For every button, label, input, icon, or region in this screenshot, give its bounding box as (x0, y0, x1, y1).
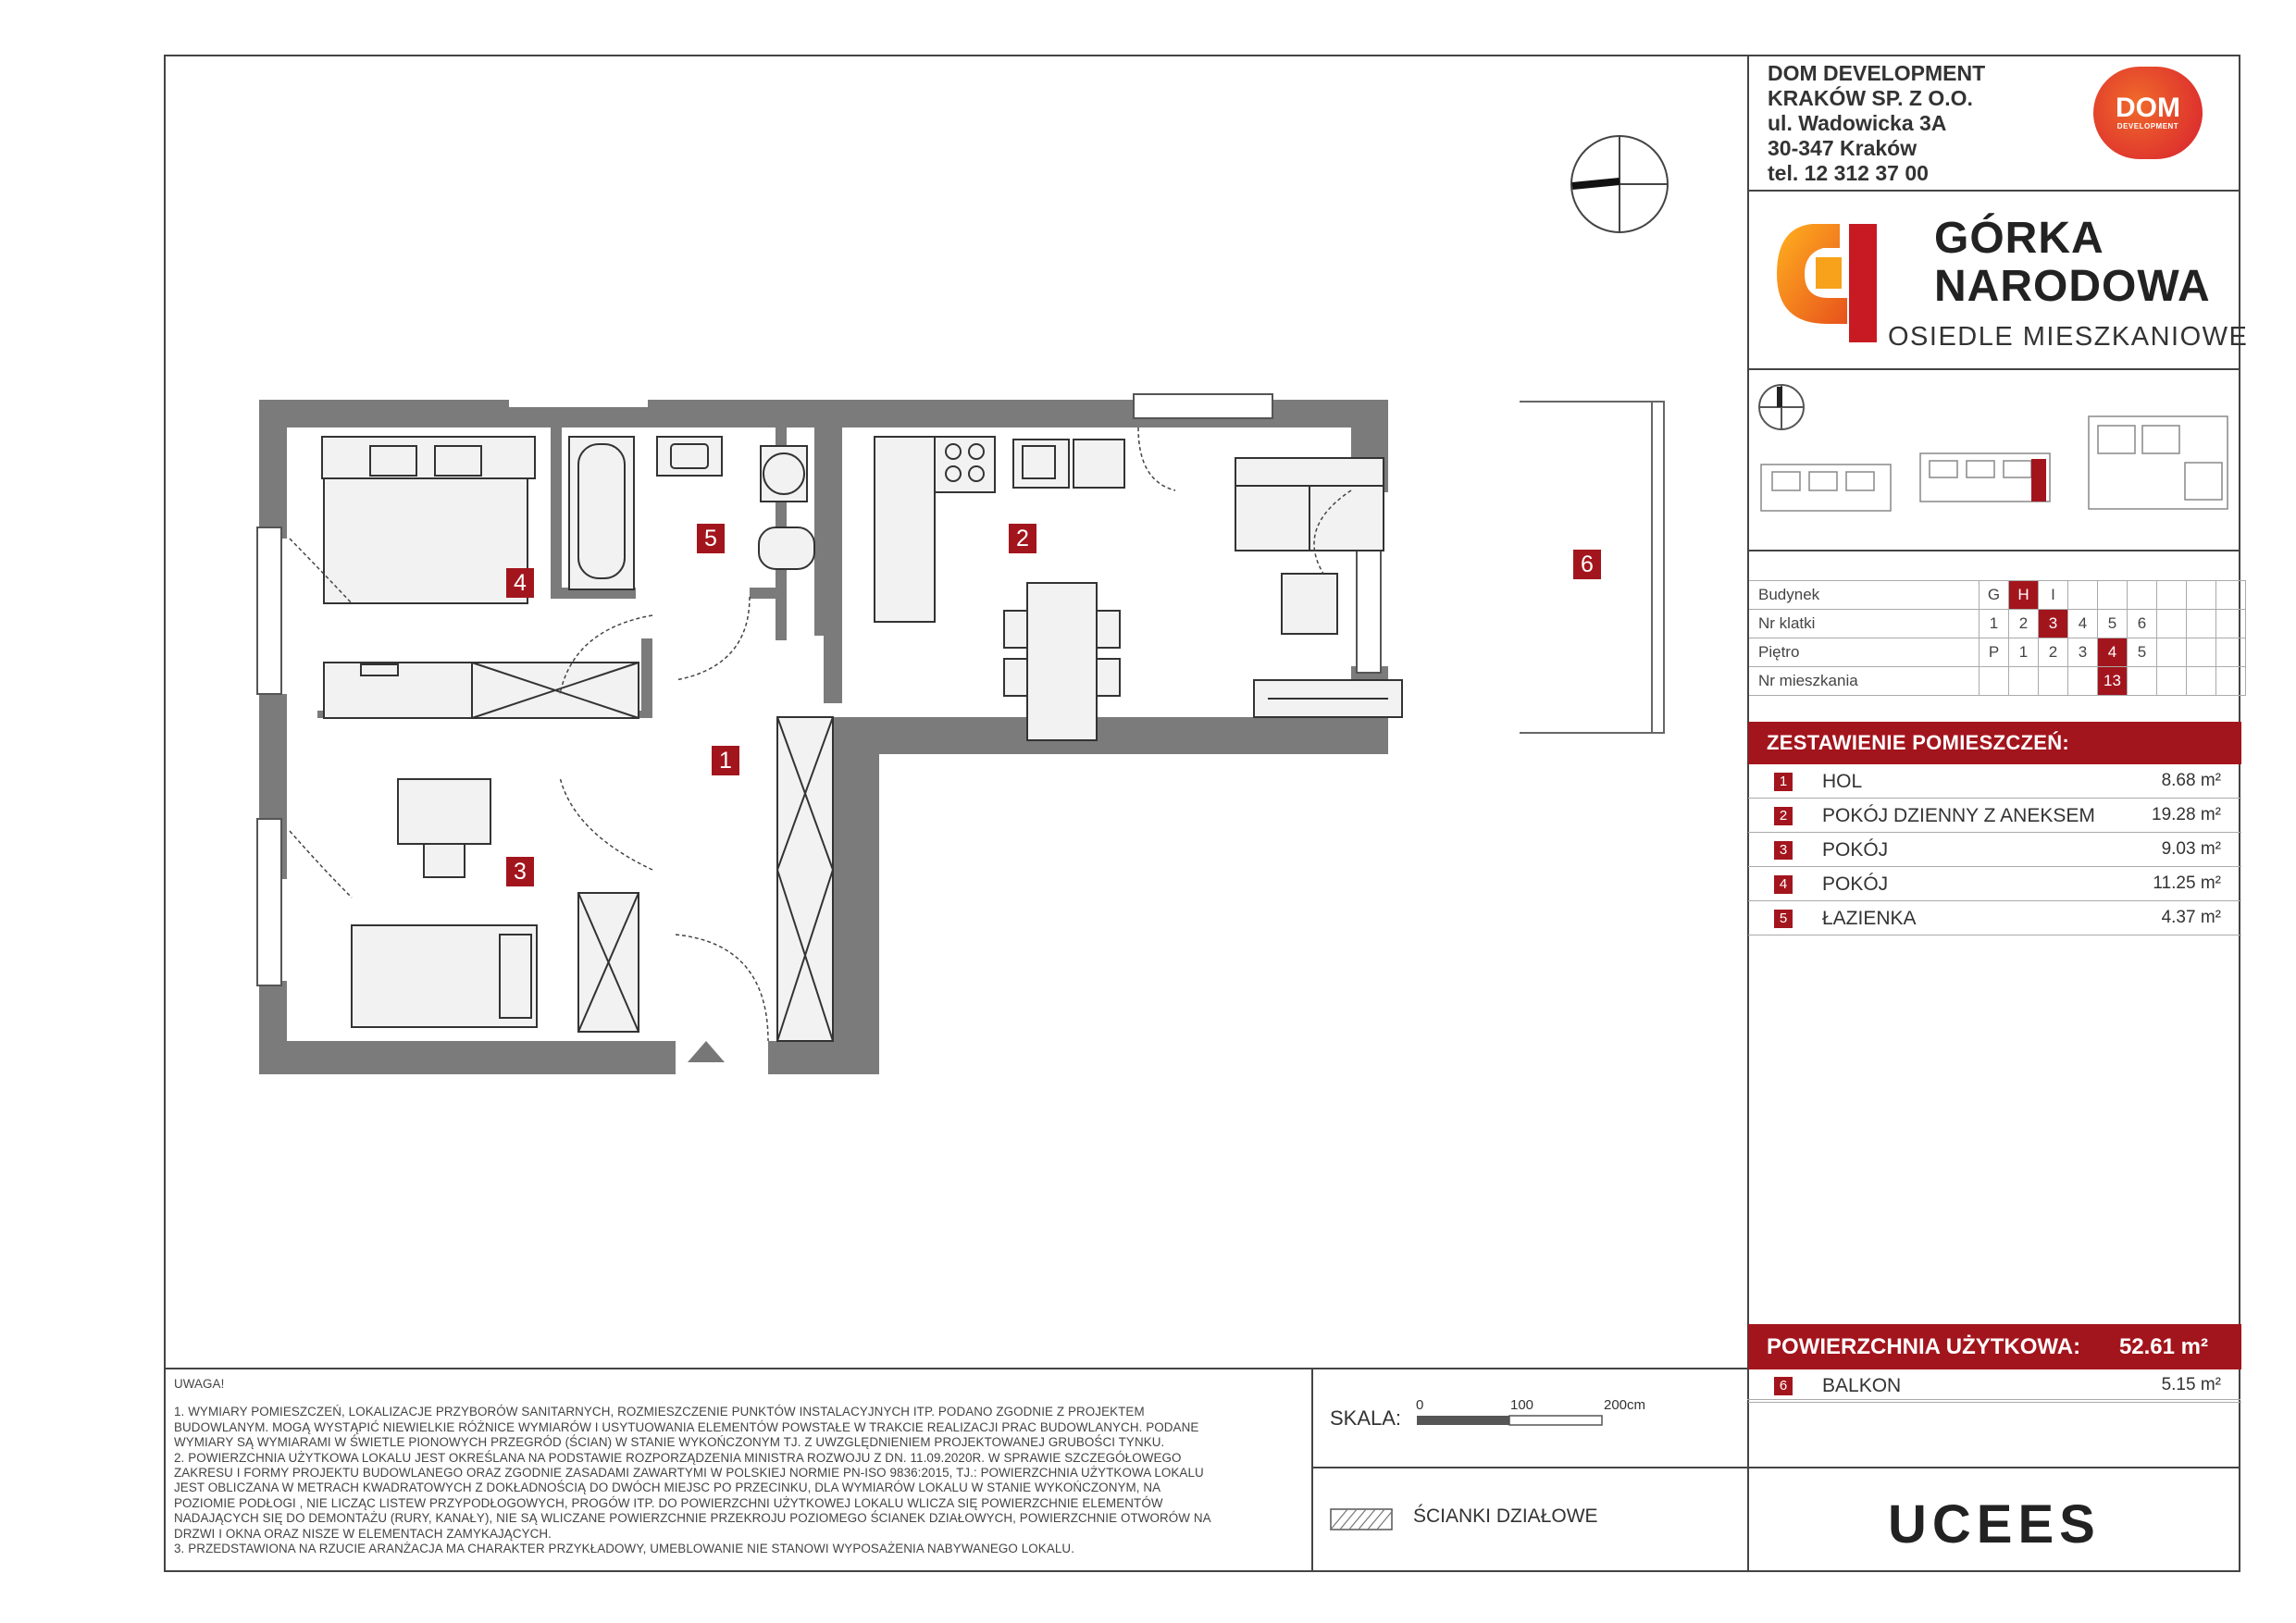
room-row (1748, 867, 2241, 901)
info-cell (2187, 638, 2216, 667)
room-number: 2 (1774, 807, 1793, 825)
room-name: BALKON (1822, 1375, 1902, 1396)
info-row-klatka (1749, 610, 2246, 638)
room-number: 4 (1774, 875, 1793, 894)
usable-area-total (1748, 1324, 2241, 1369)
info-cell-selected: 3 (2039, 610, 2068, 638)
info-cell (2009, 667, 2039, 696)
sidebar-line-5 (1747, 1467, 2240, 1468)
info-cell: 3 (2068, 638, 2098, 667)
info-cell (2216, 667, 2246, 696)
info-cell (2216, 610, 2246, 638)
scale-bar (1416, 1414, 1610, 1427)
apartment-info-table (1749, 580, 2246, 696)
logo-subtext: DEVELOPMENT (2116, 122, 2179, 130)
plan-label-hol: 1 (712, 746, 739, 775)
info-cell: P (1980, 638, 2009, 667)
info-cell (2039, 667, 2068, 696)
room-area: 8.68 m² (2161, 771, 2221, 790)
key-plan (1754, 379, 2235, 537)
room-number: 5 (1774, 910, 1793, 928)
room-area: 9.03 m² (2161, 839, 2221, 859)
info-cell (2187, 667, 2216, 696)
room-name: POKÓJ DZIENNY Z ANEKSEM (1822, 805, 2095, 826)
room-name: POKÓJ (1822, 839, 1889, 861)
info-cell (2157, 581, 2187, 610)
room-area: 5.15 m² (2161, 1375, 2221, 1394)
project-title-line2: NARODOWA (1934, 262, 2211, 311)
info-row-mieszkanie (1749, 667, 2246, 696)
scale-tick: 0 (1416, 1397, 1424, 1413)
scale-label: SKALA: (1330, 1406, 1402, 1430)
info-cell-selected: 13 (2098, 667, 2128, 696)
info-cell (2187, 610, 2216, 638)
note-line: UWAGA! (174, 1377, 225, 1391)
sidebar-line-2 (1747, 368, 2240, 370)
info-cell-selected: H (2009, 581, 2039, 610)
info-cell: 5 (2128, 638, 2157, 667)
plan-label-living-room: 2 (1009, 524, 1036, 553)
info-row-pietro (1749, 638, 2246, 667)
info-cell: 5 (2098, 610, 2128, 638)
room-name: HOL (1822, 771, 1863, 792)
info-cell (2098, 581, 2128, 610)
scale-tick: 200cm (1604, 1397, 1646, 1413)
info-cell: G (1980, 581, 2009, 610)
note-line: JEST OBLICZANA W METRACH KWADRATOWYCH Z DOKŁADNOŚCIĄ DO DWÓCH MIEJSC PO PRZECINKU, DLA WYMIARÓW LOKALU W STANIE WYKOŃCZONYM, NA (174, 1481, 1161, 1495)
info-cell: 4 (2068, 610, 2098, 638)
info-cell (2187, 581, 2216, 610)
plan-label-bathroom: 5 (697, 524, 725, 553)
company-address (1768, 61, 1985, 186)
disclaimer-notes (174, 1377, 1303, 1556)
room-row (1748, 799, 2241, 833)
project-title-line1: GÓRKA (1934, 214, 2104, 263)
info-cell: 1 (1980, 610, 2009, 638)
note-line (174, 1392, 1303, 1405)
plan-label-room-4: 4 (506, 568, 534, 598)
rooms-summary-heading: ZESTAWIENIE POMIESZCZEŃ: (1748, 722, 2241, 764)
company-line: KRAKÓW SP. Z O.O. (1768, 86, 1973, 110)
plan-label-balcony: 6 (1573, 550, 1601, 579)
room-row (1748, 833, 2241, 867)
info-cell-selected: 4 (2098, 638, 2128, 667)
usable-area-label: POWIERZCHNIA UŻYTKOWA: (1767, 1334, 2081, 1359)
room-row (1748, 764, 2241, 799)
room-area: 4.37 m² (2161, 908, 2221, 927)
info-cell (2128, 581, 2157, 610)
sidebar-line-1 (1747, 190, 2240, 192)
footer-divider (164, 1368, 1748, 1369)
info-cell (2216, 638, 2246, 667)
info-label: Nr mieszkania (1749, 667, 1980, 696)
room-number: 3 (1774, 841, 1793, 860)
info-cell: 2 (2039, 638, 2068, 667)
info-cell: 1 (2009, 638, 2039, 667)
note-line: NADAJĄCYCH SIĘ DO DEMONTAŻU (RURY, KANAŁY), NIE SĄ WLICZANE POWIERZCHNIE PRZEKROJU POZIOMEGO ŚCIANEK DZIAŁOWYCH, POWIERZCHNIE OTWORÓW NA (174, 1511, 1211, 1526)
info-cell (2157, 638, 2187, 667)
company-line: ul. Wadowicka 3A (1768, 111, 1947, 135)
compass-icon (1569, 133, 1670, 235)
info-cell (2128, 667, 2157, 696)
info-label: Budynek (1749, 581, 1980, 610)
balcony-row (1748, 1369, 2241, 1403)
info-cell (2068, 667, 2098, 696)
company-line: DOM DEVELOPMENT (1768, 61, 1986, 85)
note-line: ZAKRESU I FORMY PROJEKTU BUDOWLANEGO ORAZ ZGODNIE ZASADAMI ZAWARTYMI W POLSKIEJ NORMIE PN-ISO 9836:2015, TJ.: POWIERZCHNIA UŻYTKOWA LOKALU (174, 1466, 1204, 1481)
dom-development-logo (2093, 67, 2203, 159)
info-cell (2157, 667, 2187, 696)
note-line: BUDOWLANYM. MOGĄ WYSTĄPIĆ NIEWIELKIE RÓŻNICE WYMIARÓW I USYTUOWANIA ELEMENTÓW POWSTAŁE W TRAKCIE REALIZACJI PRAC BUDOWLANYCH. PODANE (174, 1419, 1199, 1434)
room-number: 6 (1774, 1377, 1793, 1395)
project-title (1934, 215, 2211, 311)
room-row (1748, 901, 2241, 935)
note-line: DRZWI I OKNA ORAZ NISZE W ELEMENTACH ZAMYKAJĄCYCH. (174, 1526, 552, 1541)
project-subtitle: OSIEDLE MIESZKANIOWE (1888, 322, 2249, 352)
note-line: 3. PRZEDSTAWIONA NA RZUCIE ARANŻACJA MA CHARAKTER PRZYKŁADOWY, UMEBLOWANIE NIE STANOWI WYPOSAŻENIA NABYWANEGO LOKALU. (174, 1542, 1075, 1556)
footer-vdivider (1311, 1368, 1313, 1572)
info-label: Nr klatki (1749, 610, 1980, 638)
info-cell (1980, 667, 2009, 696)
company-line: 30-347 Kraków (1768, 136, 1917, 160)
company-line: tel. 12 312 37 00 (1768, 161, 1929, 185)
ucees-logo: UCEES (1888, 1494, 2101, 1555)
scale-tick: 100 (1510, 1397, 1534, 1413)
info-cell (2068, 581, 2098, 610)
room-name: POKÓJ (1822, 873, 1889, 895)
room-number: 1 (1774, 773, 1793, 791)
sidebar-line-3 (1747, 550, 2240, 551)
entrance-marker (688, 1041, 725, 1062)
note-line: 2. POWIERZCHNIA UŻYTKOWA LOKALU JEST OKREŚLANA NA PODSTAWIE ROZPORZĄDZENIA MINISTRA ROZWOJU Z DN. 11.09.2020R. W SPRAWIE SZCZEGÓŁOWEGO (174, 1450, 1182, 1465)
info-cell (2157, 610, 2187, 638)
info-cell: 6 (2128, 610, 2157, 638)
plan-label-room-3: 3 (506, 857, 534, 886)
usable-area-value: 52.61 m² (2118, 1334, 2208, 1359)
scale-divider (1311, 1467, 1748, 1468)
gorka-narodowa-logo-mark (1775, 220, 1884, 346)
info-label: Piętro (1749, 638, 1980, 667)
hatch-legend-icon (1330, 1508, 1393, 1530)
info-cell: 2 (2009, 610, 2039, 638)
floor-plan (250, 389, 1694, 1092)
logo-text: DOM (2116, 93, 2180, 123)
info-cell: I (2039, 581, 2068, 610)
room-area: 19.28 m² (2152, 805, 2221, 824)
legend-label: ŚCIANKI DZIAŁOWE (1413, 1505, 1598, 1527)
note-line: POZIOMIE PODŁOGI , NIE LICZĄC LISTEW PRZYPODŁOGOWYCH, PROGÓW ITP. DO POWIERZCHNI UŻYTKOWEJ LOKALU WLICZA SIĘ POWIERZCHNIE ELEMENTÓW (174, 1495, 1163, 1510)
room-area: 11.25 m² (2153, 873, 2221, 893)
note-line: 1. WYMIARY POMIESZCZEŃ, LOKALIZACJE PRZYBORÓW SANITARNYCH, ROZMIESZCZENIE PUNKTÓW INSTALACYJNYCH ITP. PODANO ZGODNIE Z PROJEKTEM (174, 1405, 1145, 1419)
room-name: ŁAZIENKA (1822, 908, 1917, 929)
info-row-budynek (1749, 581, 2246, 610)
note-line: WYMIARY SĄ WYMIARAMI W ŚWIETLE PIONOWYCH PRZEGRÓD (ŚCIAN) W STANIE WYKOŃCZONYM TJ. Z UWZGLĘDNIENIEM PROJEKTOWANEJ GRUBOŚCI TYNKU. (174, 1435, 1165, 1450)
info-cell (2216, 581, 2246, 610)
